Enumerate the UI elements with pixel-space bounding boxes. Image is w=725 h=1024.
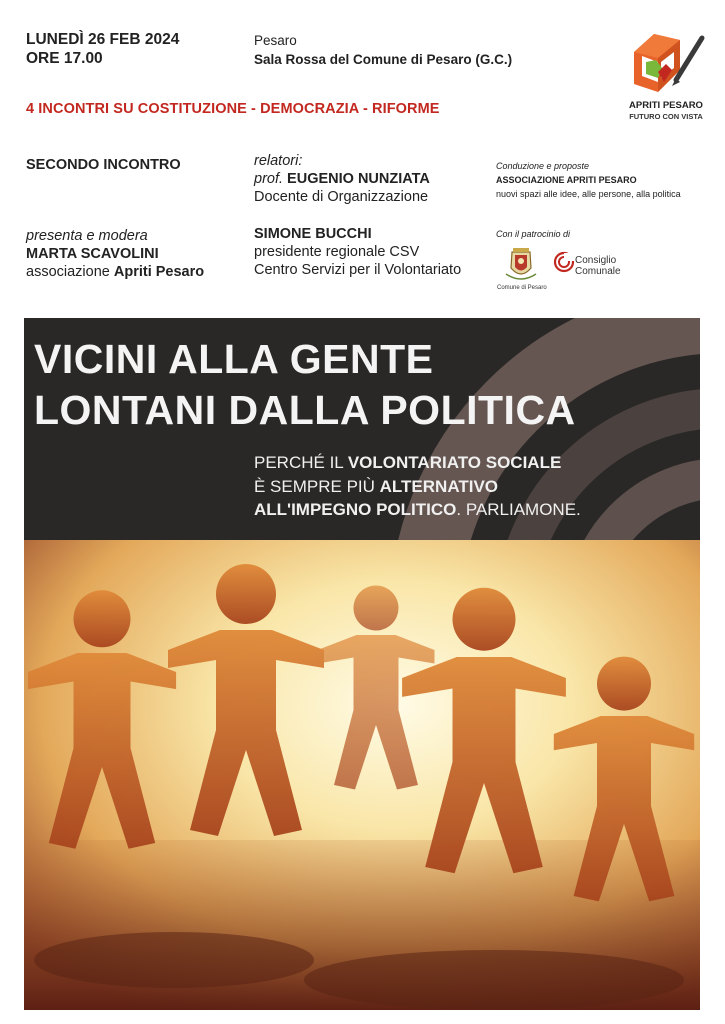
- logo-wordmark: [619, 100, 713, 122]
- subheadline-text-f: . PARLIAMONE.: [456, 500, 581, 519]
- meeting-label: SECONDO INCONTRO: [26, 157, 181, 173]
- moderator-org-line: [26, 263, 204, 281]
- speaker-1-prefix: prof.: [254, 171, 284, 187]
- speakers-block: [254, 152, 430, 206]
- council-line-1: Consiglio: [575, 255, 617, 266]
- moderator-org-name: Apriti Pesaro: [113, 264, 205, 280]
- speaker-2-block: [254, 225, 461, 279]
- speaker-2-org: Centro Servizi per il Volontariato: [254, 262, 462, 278]
- logo-tagline: FUTURO CON VISTA: [629, 112, 703, 121]
- venue-hall: Sala Rossa del Comune di Pesaro (G.C.): [254, 52, 513, 67]
- headline-line-1: VICINI ALLA GENTE: [34, 336, 434, 382]
- moderator-intro: presenta e modera: [26, 228, 148, 244]
- logo-name: APRITI PESARO: [629, 100, 703, 111]
- moderator-org-prefix: associazione: [26, 264, 110, 280]
- organizer-block: [496, 159, 681, 201]
- event-datetime: [26, 30, 179, 68]
- crest-caption: Comune di Pesaro: [497, 285, 547, 291]
- headline: [34, 334, 576, 436]
- subheadline-line-1: [254, 451, 581, 475]
- moderator-name: MARTA SCAVOLINI: [26, 246, 159, 262]
- speaker-1-role: Docente di Organizzazione: [254, 189, 429, 205]
- subheadline: [254, 451, 581, 522]
- venue-city: Pesaro: [254, 33, 297, 48]
- apriti-pesaro-cube-logo-icon: [628, 32, 708, 98]
- patronage-intro: Con il patrocinio di: [496, 229, 571, 239]
- subheadline-line-3: [254, 498, 581, 522]
- paper-chain-people-image: [24, 540, 700, 1010]
- council-label: [575, 255, 621, 277]
- speaker-1-line: [254, 170, 430, 188]
- subheadline-text-a: PERCHÉ IL: [254, 453, 348, 472]
- organizer-intro: Conduzione e proposte: [496, 161, 590, 171]
- series-title: 4 INCONTRI SU COSTITUZIONE - DEMOCRAZIA - RIFORME: [26, 101, 440, 117]
- comune-di-pesaro-crest-icon: [498, 246, 544, 284]
- headline-line-2: LONTANI DALLA POLITICA: [34, 387, 576, 433]
- moderator-block: [26, 227, 204, 281]
- speakers-intro: relatori:: [254, 153, 303, 169]
- speaker-1-name: EUGENIO NUNZIATA: [287, 171, 430, 187]
- council-line-2: Comunale: [575, 266, 621, 277]
- organizer-name: ASSOCIAZIONE APRITI PESARO: [496, 175, 637, 185]
- event-date: LUNEDÌ 26 FEB 2024: [26, 31, 180, 48]
- subheadline-text-c: È SEMPRE PIÙ: [254, 476, 380, 496]
- consiglio-comunale-logo-icon: [552, 250, 576, 274]
- organizer-motto: nuovi spazi alle idee, alle persone, alla politica: [496, 189, 681, 199]
- speaker-2-name: SIMONE BUCCHI: [254, 226, 372, 242]
- event-time: ORE 17.00: [26, 50, 103, 67]
- subheadline-text-d: ALTERNATIVO: [379, 476, 499, 496]
- subheadline-text-b: VOLONTARIATO SOCIALE: [347, 453, 562, 472]
- event-venue: [254, 31, 512, 69]
- speaker-2-role: presidente regionale CSV: [254, 244, 420, 260]
- subheadline-line-2: [254, 475, 581, 499]
- subheadline-text-e: ALL'IMPEGNO POLITICO: [254, 500, 457, 519]
